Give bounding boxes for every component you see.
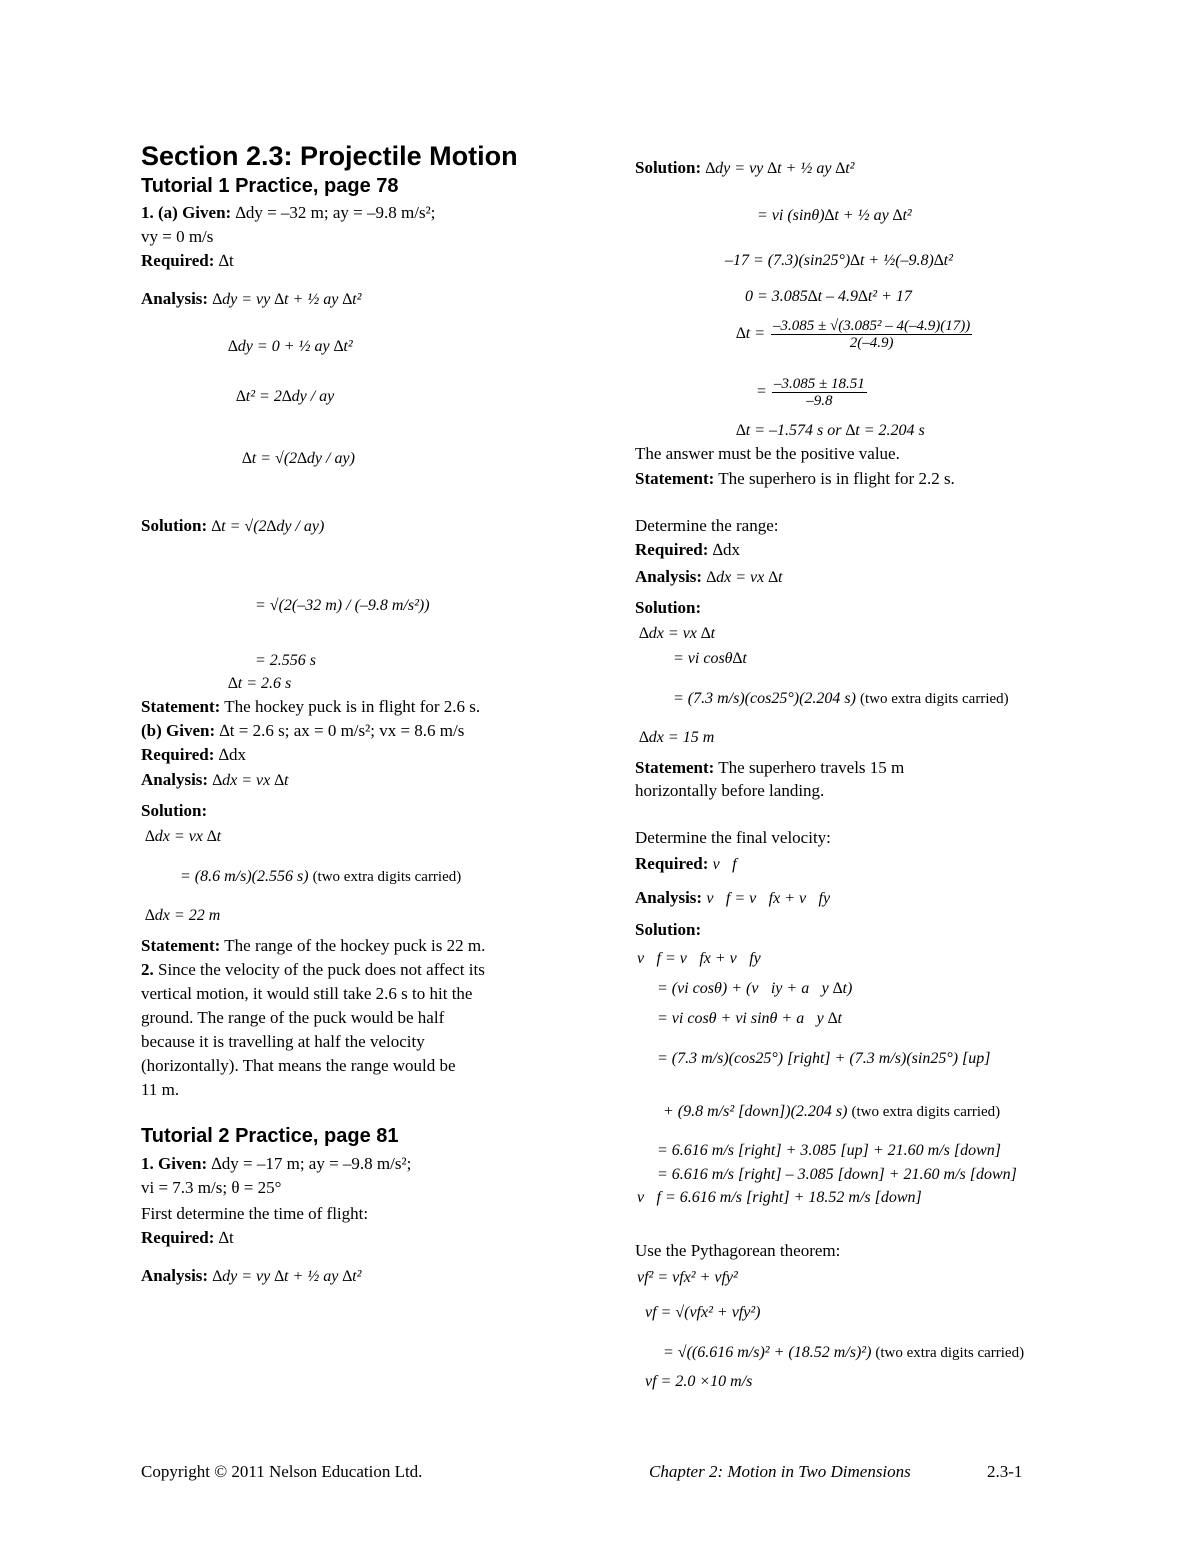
r-v2: = (vi cosθ) + (v⃗iy + a⃗y ∆t): [657, 980, 853, 997]
t2-required-label: Required:: [141, 1228, 215, 1247]
r-p3-expr: = √((6.616 m/s)² + (18.52 m/s)²): [663, 1344, 872, 1361]
r-range-required: [635, 539, 740, 561]
r-range-analysis: [635, 566, 782, 589]
r-v1: v⃗f = v⃗fx + v⃗fy: [637, 950, 761, 967]
statement-a: The hockey puck is in flight for 2.6 s.: [224, 697, 481, 716]
analysis-eq-1: ∆dy = vy ∆t + ½ ay ∆t²: [212, 291, 362, 308]
solution-b-eq-2-expr: = (8.6 m/s)(2.556 s): [180, 868, 309, 885]
q2-line-1: [141, 959, 485, 981]
r-vel-required-value: v⃗f: [712, 856, 737, 873]
given-b-label: (b) Given:: [141, 721, 216, 740]
r-s1: ∆dy = vy ∆t + ½ ay ∆t²: [705, 160, 855, 177]
r-vel-analysis-label: Analysis:: [635, 888, 703, 907]
r-s2: = vi (sinθ)∆t + ½ ay ∆t²: [757, 207, 912, 224]
t2-analysis: [141, 1265, 361, 1288]
t2-given-text2: vi = 7.3 m/s; θ = 25°: [141, 1178, 282, 1197]
r-range-analysis-eq: ∆dx = vx ∆t: [706, 569, 783, 586]
r-r1: ∆dx = vx ∆t: [639, 625, 716, 642]
r-s5-denominator: 2(–4.9): [849, 335, 894, 351]
r-s6: = $\frac{-3.085 \pm 18.51}{-9.8}$: [757, 376, 865, 409]
q2-line-6: 11 m.: [141, 1080, 180, 1099]
t2-required-value: ∆t: [218, 1228, 234, 1247]
t2-analysis-eq: ∆dy = vy ∆t + ½ ay ∆t²: [212, 1268, 362, 1285]
r-range-analysis-label: Analysis:: [635, 567, 703, 586]
solution-b-eq-1: ∆dx = vx ∆t: [145, 828, 222, 845]
r-s6-numerator: –3.085 ± 18.51: [774, 376, 865, 392]
r-range-required-label: Required:: [635, 540, 709, 559]
solution-eq-2: = √(2(–32 m) / (–9.8 m/s²)): [255, 597, 430, 614]
r-statement-1-text: The superhero is in flight for 2.2 s.: [718, 469, 955, 488]
r-statement-1: [635, 468, 955, 490]
t2-given-label: 1. Given:: [141, 1154, 208, 1173]
solution-b-note: (two extra digits carried): [312, 869, 462, 885]
r-statement-2-a: The superhero travels 15 m: [718, 758, 905, 777]
r-vel-required: [635, 853, 737, 876]
solution-b-eq-2: [180, 866, 461, 888]
r-v4: = (7.3 m/s)(cos25°) [right] + (7.3 m/s)(sin25°) [up]: [657, 1050, 991, 1067]
r-r2: = vi cosθ∆t: [673, 650, 747, 667]
r-r3: [673, 688, 1009, 710]
t1-solution: [141, 515, 324, 538]
t2-given-text: ∆dy = –17 m; ay = –9.8 m/s²;: [211, 1154, 412, 1173]
analysis-eq-2: ∆dy = 0 + ½ ay ∆t²: [228, 338, 353, 355]
analysis-label: Analysis:: [141, 289, 209, 308]
page-title: Section 2.3: Projectile Motion: [141, 141, 518, 171]
r-v5-expr: + (9.8 m/s² [down])(2.204 s): [663, 1103, 848, 1120]
q2-line-1-text: Since the velocity of the puck does not affect its: [158, 960, 485, 979]
r-s6-fraction: [772, 376, 867, 409]
required-b: ∆dx: [218, 745, 247, 764]
analysis-eq-3: ∆t² = 2∆dy / ay: [236, 388, 335, 405]
t2-required: [141, 1227, 234, 1249]
r-v5: [663, 1101, 1000, 1123]
r-statement-1-label: Statement:: [635, 469, 715, 488]
t1-given-b: [141, 720, 464, 742]
r-s7: ∆t = –1.574 s or ∆t = 2.204 s: [736, 422, 925, 439]
solution-eq-1: ∆t = √(2∆dy / ay): [211, 518, 325, 535]
r-p3: [663, 1342, 1024, 1364]
statement-b: The range of the hockey puck is 22 m.: [224, 936, 486, 955]
required-b-label: Required:: [141, 745, 215, 764]
solution-label: Solution:: [141, 516, 208, 535]
analysis-b-label: Analysis:: [141, 770, 209, 789]
r-s3: –17 = (7.3)(sin25°)∆t + ½(–9.8)∆t²: [725, 252, 953, 269]
r-range-intro: Determine the range:: [635, 516, 779, 535]
r-pyth-intro: Use the Pythagorean theorem:: [635, 1241, 841, 1260]
r-vel-analysis: [635, 887, 830, 910]
given-a-label: 1. (a) Given:: [141, 203, 232, 222]
r-range-required-value: ∆dx: [712, 540, 741, 559]
r-v5-note: (two extra digits carried): [851, 1104, 1001, 1120]
r-s5-numerator: –3.085 ± √(3.085² – 4(–4.9)(17)): [773, 318, 971, 334]
t1-analysis: [141, 288, 361, 311]
r-s5: [736, 318, 974, 351]
solution-eq-3: = 2.556 s: [255, 652, 317, 669]
footer-copyright: Copyright © 2011 Nelson Education Ltd.: [141, 1462, 423, 1481]
r-r3-expr: = (7.3 m/s)(cos25°)(2.204 s): [673, 690, 856, 707]
r-statement-2-label: Statement:: [635, 758, 715, 777]
r-s6-denominator: –9.8: [806, 393, 833, 409]
r-v8: v⃗f = 6.616 m/s [right] + 18.52 m/s [down]: [637, 1189, 922, 1206]
q2-line-2: vertical motion, it would still take 2.6 s to hit the: [141, 984, 473, 1003]
q2-line-5: (horizontally). That means the range would be: [141, 1056, 456, 1075]
r-solution-label: Solution:: [635, 158, 702, 177]
t2-given: [141, 1153, 411, 1175]
statement-label: Statement:: [141, 697, 221, 716]
r-v7: = 6.616 m/s [right] – 3.085 [down] + 21.60 m/s [down]: [657, 1166, 1017, 1183]
t2-first: First determine the time of flight:: [141, 1204, 369, 1223]
r-v3: = vi cosθ + vi sinθ + a⃗y ∆t: [657, 1010, 842, 1027]
r-p3-note: (two extra digits carried): [875, 1345, 1025, 1361]
r-statement-2-b: horizontally before landing.: [635, 781, 825, 800]
analysis-b: ∆dx = vx ∆t: [212, 772, 289, 789]
r-s5-fraction: [771, 318, 972, 351]
required-label: Required:: [141, 251, 215, 270]
r-positive: The answer must be the positive value.: [635, 444, 900, 463]
t1-required-b: [141, 744, 246, 766]
q2-line-3: ground. The range of the puck would be half: [141, 1008, 445, 1027]
r-p4: vf = 2.0 ×10 m/s: [645, 1373, 753, 1390]
r-r4: ∆dx = 15 m: [639, 729, 715, 746]
r-statement-2: [635, 757, 904, 779]
footer-page-number: 2.3-1: [987, 1462, 1023, 1481]
tutorial-2-heading: Tutorial 2 Practice, page 81: [141, 1125, 399, 1147]
t1-statement-a: [141, 696, 480, 718]
t1-given-a: [141, 202, 435, 224]
r-p1: vf² = vfx² + vfy²: [637, 1269, 738, 1286]
t1-statement-b: [141, 935, 485, 957]
r-vel-analysis-eq: v⃗f = v⃗fx + v⃗fy: [706, 890, 831, 907]
required-a: ∆t: [218, 251, 234, 270]
t1-required-a: [141, 250, 234, 272]
r-r3-note: (two extra digits carried): [859, 691, 1009, 707]
analysis-eq-4: ∆t = √(2∆dy / ay): [242, 450, 355, 467]
solution-eq-4: ∆t = 2.6 s: [228, 675, 292, 692]
t2-analysis-label: Analysis:: [141, 1266, 209, 1285]
statement-b-label: Statement:: [141, 936, 221, 955]
q2-line-4: because it is travelling at half the velocity: [141, 1032, 425, 1051]
r-p2: vf = √(vfx² + vfy²): [645, 1304, 761, 1321]
t1-analysis-b: [141, 769, 288, 792]
given-b-text: ∆t = 2.6 s; ax = 0 m/s²; vx = 8.6 m/s: [219, 721, 465, 740]
r-vel-intro: Determine the final velocity:: [635, 828, 831, 847]
solution-b-eq-3: ∆dx = 22 m: [145, 907, 221, 924]
r-vel-required-label: Required:: [635, 854, 709, 873]
r-solution: [635, 157, 854, 180]
q2-number: 2.: [141, 960, 154, 979]
r-range-solution-label: Solution:: [635, 598, 702, 617]
tutorial-1-heading: Tutorial 1 Practice, page 78: [141, 175, 399, 197]
r-s5-lhs: ∆t =: [736, 325, 766, 343]
r-vel-solution-label: Solution:: [635, 920, 702, 939]
given-a-text2: vy = 0 m/s: [141, 227, 214, 246]
footer-chapter: Chapter 2: Motion in Two Dimensions: [649, 1462, 911, 1481]
r-s4: 0 = 3.085∆t – 4.9∆t² + 17: [745, 288, 912, 305]
given-a-text: ∆dy = –32 m; ay = –9.8 m/s²;: [235, 203, 436, 222]
solution-b-label: Solution:: [141, 801, 208, 820]
r-v6: = 6.616 m/s [right] + 3.085 [up] + 21.60 m/s [down]: [657, 1142, 1001, 1159]
